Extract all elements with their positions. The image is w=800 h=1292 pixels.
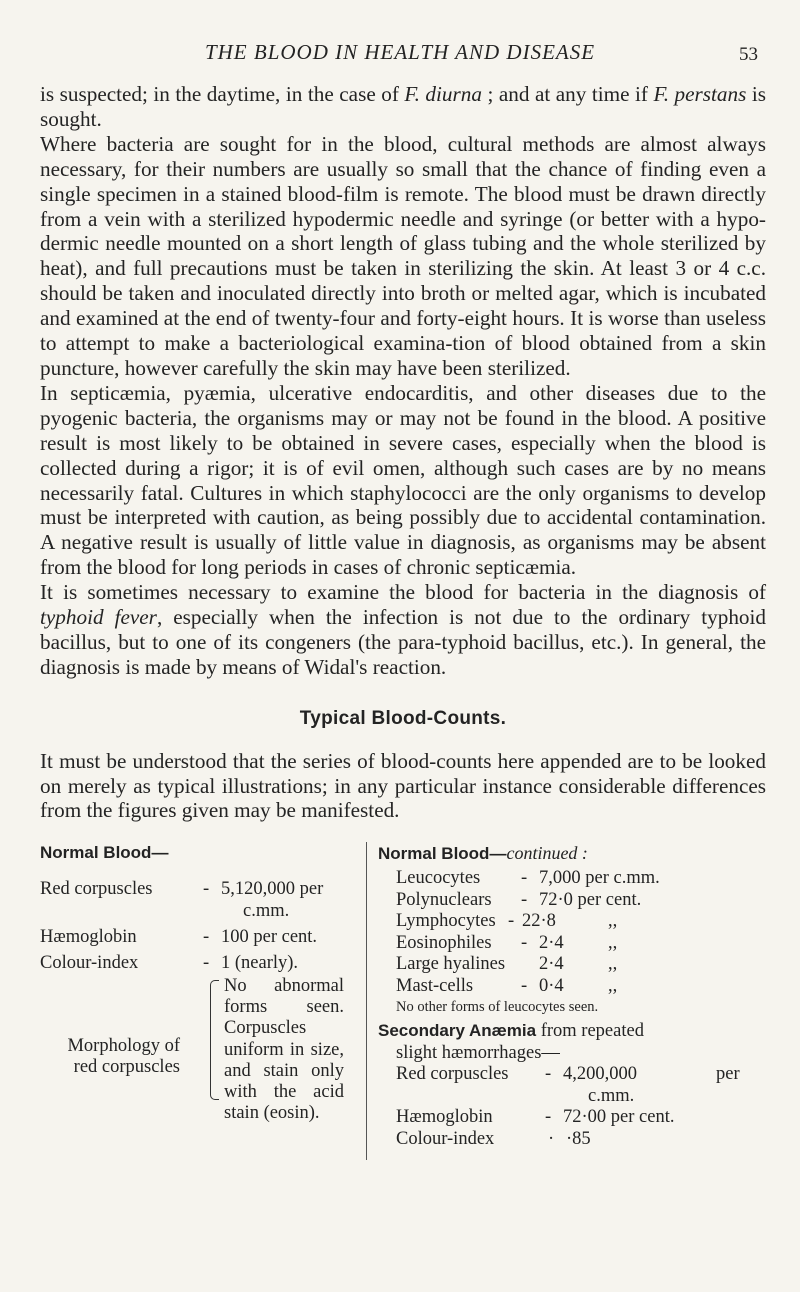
normal-blood-continued-heading: Normal Blood—continued : bbox=[378, 843, 588, 863]
normal-blood-heading: Normal Blood— bbox=[40, 843, 169, 862]
row-anaemia-red-corpuscles: Red corpuscles - 4,200,000 per bbox=[396, 1064, 740, 1084]
paragraph-4: It is sometimes necessary to examine the blood for bacteria in the diagnosis of typhoid fever, especially when the infection is not due to the ordinary typhoid bacillus, but to one of its congeners (the para-typhoid bacillus, etc.). In general, the diagnosis is made by means of Widal's reaction. bbox=[40, 580, 766, 679]
morphology-text: No abnormal forms seen. Corpuscles uniform in size, and stain only with the acid stain (eosin). bbox=[224, 976, 344, 1124]
row-anaemia-red-corpuscles-unit: c.mm. bbox=[588, 1085, 635, 1106]
row-polynuclears: Polynuclears - 72·0 per cent. bbox=[396, 889, 642, 910]
row-mast-cells: Mast-cells - 0·4 ,, bbox=[396, 975, 618, 996]
morphology-label: Morphology of red corpuscles bbox=[67, 1036, 180, 1077]
paragraph-3: In septicæmia, pyæmia, ulcerative endocarditis, and other diseases due to the pyogenic bacteria, the organisms may or may not be found in the blood. A positive result is most likely to be obtained in severe cases, especially when the blood is collected during a rigor; it is of evil omen, although such cases are by no means necessarily fatal. Cultures in which staphylococci are the only organisms to develop must be interpreted with caution, as being possibly due to accidental contamination. A negative result is usually of little value in diagnosis, as organisms may be absent from the blood for long periods in cases of chronic septicæmia. bbox=[40, 380, 766, 580]
secondary-anaemia-subheading: slight hæmorrhages— bbox=[396, 1042, 560, 1063]
leucocyte-rows bbox=[378, 868, 770, 997]
section-intro: It must be understood that the series of blood-counts here appended are to be looked on merely as typical illustrations; in any particular instance considerable differences from the figures given may be manifested. bbox=[40, 748, 766, 823]
row-lymphocytes: Lymphocytes - 22·8 ,, bbox=[396, 911, 618, 931]
morphology-block bbox=[40, 976, 358, 1124]
running-head: THE BLOOD IN HEALTH AND DISEASE bbox=[204, 40, 596, 64]
row-anaemia-colour-index: Colour-index · ·85 bbox=[396, 1128, 591, 1149]
section-heading: Typical Blood-Counts. bbox=[299, 707, 507, 729]
secondary-anaemia-block bbox=[378, 1020, 770, 1150]
secondary-anaemia-heading: Secondary Anæmia from repeated bbox=[378, 1021, 644, 1041]
row-anaemia-haemoglobin: Hæmoglobin - 72·00 per cent. bbox=[396, 1107, 675, 1127]
paragraph-2: Where bacteria are sought for in the blood, cultural methods are almost always necessary, for their numbers are usually so small that the chance of finding even a single specimen in a stained blood-film is remote. The blood must be drawn directly from a vein with a sterilized hypodermic needle and syringe (or better with a hypo-dermic needle mounted on a short length of glass tubing and the whole sterilized by heat), and full precautions must be taken in sterilizing the skin. At least 3 or 4 c.c. should be taken and inoculated directly into broth or melted agar, which is incubated and examined at the end of twenty-four and forty-eight hours. It is worse than useless to attempt to make a bacteriological examina-tion of blood obtained from a skin puncture, however carefully the skin may have been sterilized. bbox=[40, 131, 766, 380]
leucocyte-note: No other forms of leucocytes seen. bbox=[396, 999, 599, 1015]
normal-blood-continued-column bbox=[378, 842, 770, 1150]
column-divider bbox=[366, 842, 367, 1160]
page-number: 53 bbox=[739, 44, 758, 65]
paragraph-1: is suspected; in the daytime, in the case of F. diurna ; and at any time if F. perstans is sought. bbox=[40, 82, 766, 131]
body-text bbox=[40, 82, 766, 823]
row-eosinophiles: Eosinophiles - 2·4 ,, bbox=[396, 932, 618, 953]
blood-count-tables: Normal Blood— Red corpuscles - 5,120,000 per c.mm. Hæmoglobin - 100 per cent. Colour-index - 1 (nearly). Morphology of red corpuscles No abnormal forms seen. Corpuscles uniform in size, and stain only with the acid stain (eosin). Normal Blood—continued : Leucocytes - 7,000 per c.mm. Polynuclears - 72·0 per cent. Lymphocytes - 22·8 ,, Eosinophiles - 2·4 ,, Large hyalines 2·4 ,, Mast-cells - 0·4 ,, No other forms of leucocytes seen. Secondary Anæmia from repeated slight hæmorrhages— Red corpuscles - 4,200,000 per c.mm. Hæmoglobin - 72·00 per cent. Colour-index · ·85 bbox=[40, 842, 766, 1172]
row-large-hyalines: Large hyalines 2·4 ,, bbox=[396, 954, 618, 974]
brace-icon bbox=[210, 980, 219, 1100]
row-leucocytes: Leucocytes - 7,000 per c.mm. bbox=[396, 868, 660, 888]
page-header bbox=[0, 40, 800, 74]
